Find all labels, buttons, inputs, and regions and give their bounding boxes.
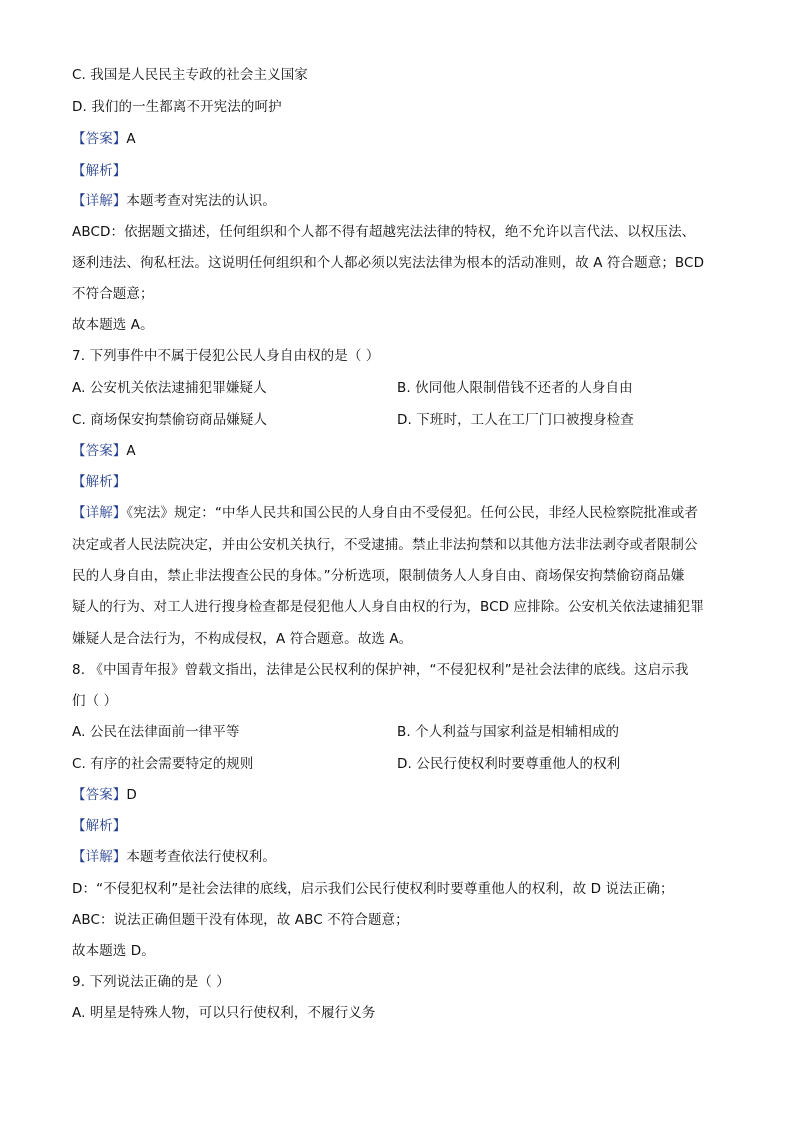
q6-option-c: C. 我国是人民民主专政的社会主义国家 bbox=[72, 67, 308, 83]
answer-label: 【答案】 bbox=[72, 787, 127, 803]
q8-conclusion: 故本题选 D。 bbox=[72, 943, 155, 959]
detail-text: 《宪法》规定：“中华人民共和国公民的人身自由不受侵犯。任何公民，非经人民检察院批准或者 bbox=[126, 505, 698, 521]
q8-detail-intro bbox=[72, 848, 276, 866]
q6-detail-line-3: 不符合题意； bbox=[72, 286, 154, 302]
answer-label: 【答案】 bbox=[72, 131, 127, 147]
detail-label: 【详解】 bbox=[72, 505, 127, 521]
q6-answer bbox=[72, 130, 136, 148]
q7-detail-line-2: 决定或者人民法院决定，并由公安机关执行，不受逮捕。禁止非法拘禁和以其他方法非法剥夺或者限制公 bbox=[72, 537, 698, 553]
answer-value: A bbox=[126, 443, 136, 459]
q7-detail-line-3: 民的人身自由，禁止非法搜查公民的身体。”分析选项，限制债务人人身自由、商场保安拘禁偷窃商品嫌 bbox=[72, 568, 685, 584]
q8-stem-line-1: 8. 《中国青年报》曾载文指出，法律是公民权利的保护神，“不侵犯权利”是社会法律的底线。这启示我 bbox=[72, 662, 689, 678]
answer-value: D bbox=[126, 787, 137, 803]
q7-stem: 7. 下列事件中不属于侵犯公民人身自由权的是（ ） bbox=[72, 348, 380, 364]
q6-conclusion: 故本题选 A。 bbox=[72, 317, 154, 333]
q7-option-b: B. 伙同他人限制借钱不还者的人身自由 bbox=[397, 380, 633, 396]
q8-option-c: C. 有序的社会需要特定的规则 bbox=[72, 756, 254, 772]
q8-analysis-label bbox=[72, 817, 126, 835]
q6-detail-line-1: ABCD：依据题文描述，任何组织和个人都不得有超越宪法法律的特权，绝不允许以言代法、以权压法、 bbox=[72, 224, 696, 240]
q7-option-d: D. 下班时，工人在工厂门口被搜身检查 bbox=[397, 412, 634, 428]
q8-option-b: B. 个人利益与国家利益是相辅相成的 bbox=[397, 724, 620, 740]
analysis-label: 【解析】 bbox=[72, 474, 127, 490]
q8-stem-line-2: 们（ ） bbox=[72, 693, 118, 709]
answer-label: 【答案】 bbox=[72, 443, 127, 459]
q7-analysis-label bbox=[72, 473, 126, 491]
q7-answer bbox=[72, 442, 136, 460]
analysis-label: 【解析】 bbox=[72, 818, 127, 834]
analysis-label: 【解析】 bbox=[72, 163, 127, 179]
q8-option-a: A. 公民在法律面前一律平等 bbox=[72, 724, 240, 740]
q8-answer bbox=[72, 786, 137, 804]
q7-detail-line-1 bbox=[72, 504, 698, 522]
q6-option-d: D. 我们的一生都离不开宪法的呵护 bbox=[72, 99, 282, 115]
q6-detail-intro bbox=[72, 192, 276, 210]
q6-detail-line-2: 逐利违法、徇私枉法。这说明任何组织和个人都必须以宪法法律为根本的活动准则，故 A 符合题意；BCD bbox=[72, 255, 705, 271]
detail-label: 【详解】 bbox=[72, 849, 127, 865]
detail-label: 【详解】 bbox=[72, 193, 127, 209]
q9-stem: 9. 下列说法正确的是（ ） bbox=[72, 974, 230, 990]
q8-detail-line-1: D：“不侵犯权利”是社会法律的底线，启示我们公民行使权利时要尊重他人的权利，故 D 说法正确； bbox=[72, 881, 674, 897]
q7-detail-line-4: 疑人的行为、对工人进行搜身检查都是侵犯他人人身自由权的行为，BCD 应排除。公安机关依法逮捕犯罪 bbox=[72, 599, 704, 615]
q6-analysis-label bbox=[72, 162, 126, 180]
detail-intro-text: 本题考查依法行使权利。 bbox=[126, 849, 277, 865]
detail-intro-text: 本题考查对宪法的认识。 bbox=[126, 193, 277, 209]
q8-detail-line-2: ABC：说法正确但题干没有体现，故 ABC 不符合题意； bbox=[72, 912, 409, 928]
q8-option-d: D. 公民行使权利时要尊重他人的权利 bbox=[397, 756, 621, 772]
q7-option-a: A. 公安机关依法逮捕犯罪嫌疑人 bbox=[72, 380, 267, 396]
q9-option-a: A. 明星是特殊人物，可以只行使权利，不履行义务 bbox=[72, 1005, 376, 1021]
answer-value: A bbox=[126, 131, 136, 147]
q7-option-c: C. 商场保安拘禁偷窃商品嫌疑人 bbox=[72, 412, 268, 428]
q7-detail-line-5: 嫌疑人是合法行为，不构成侵权，A 符合题意。故选 A。 bbox=[72, 631, 413, 647]
